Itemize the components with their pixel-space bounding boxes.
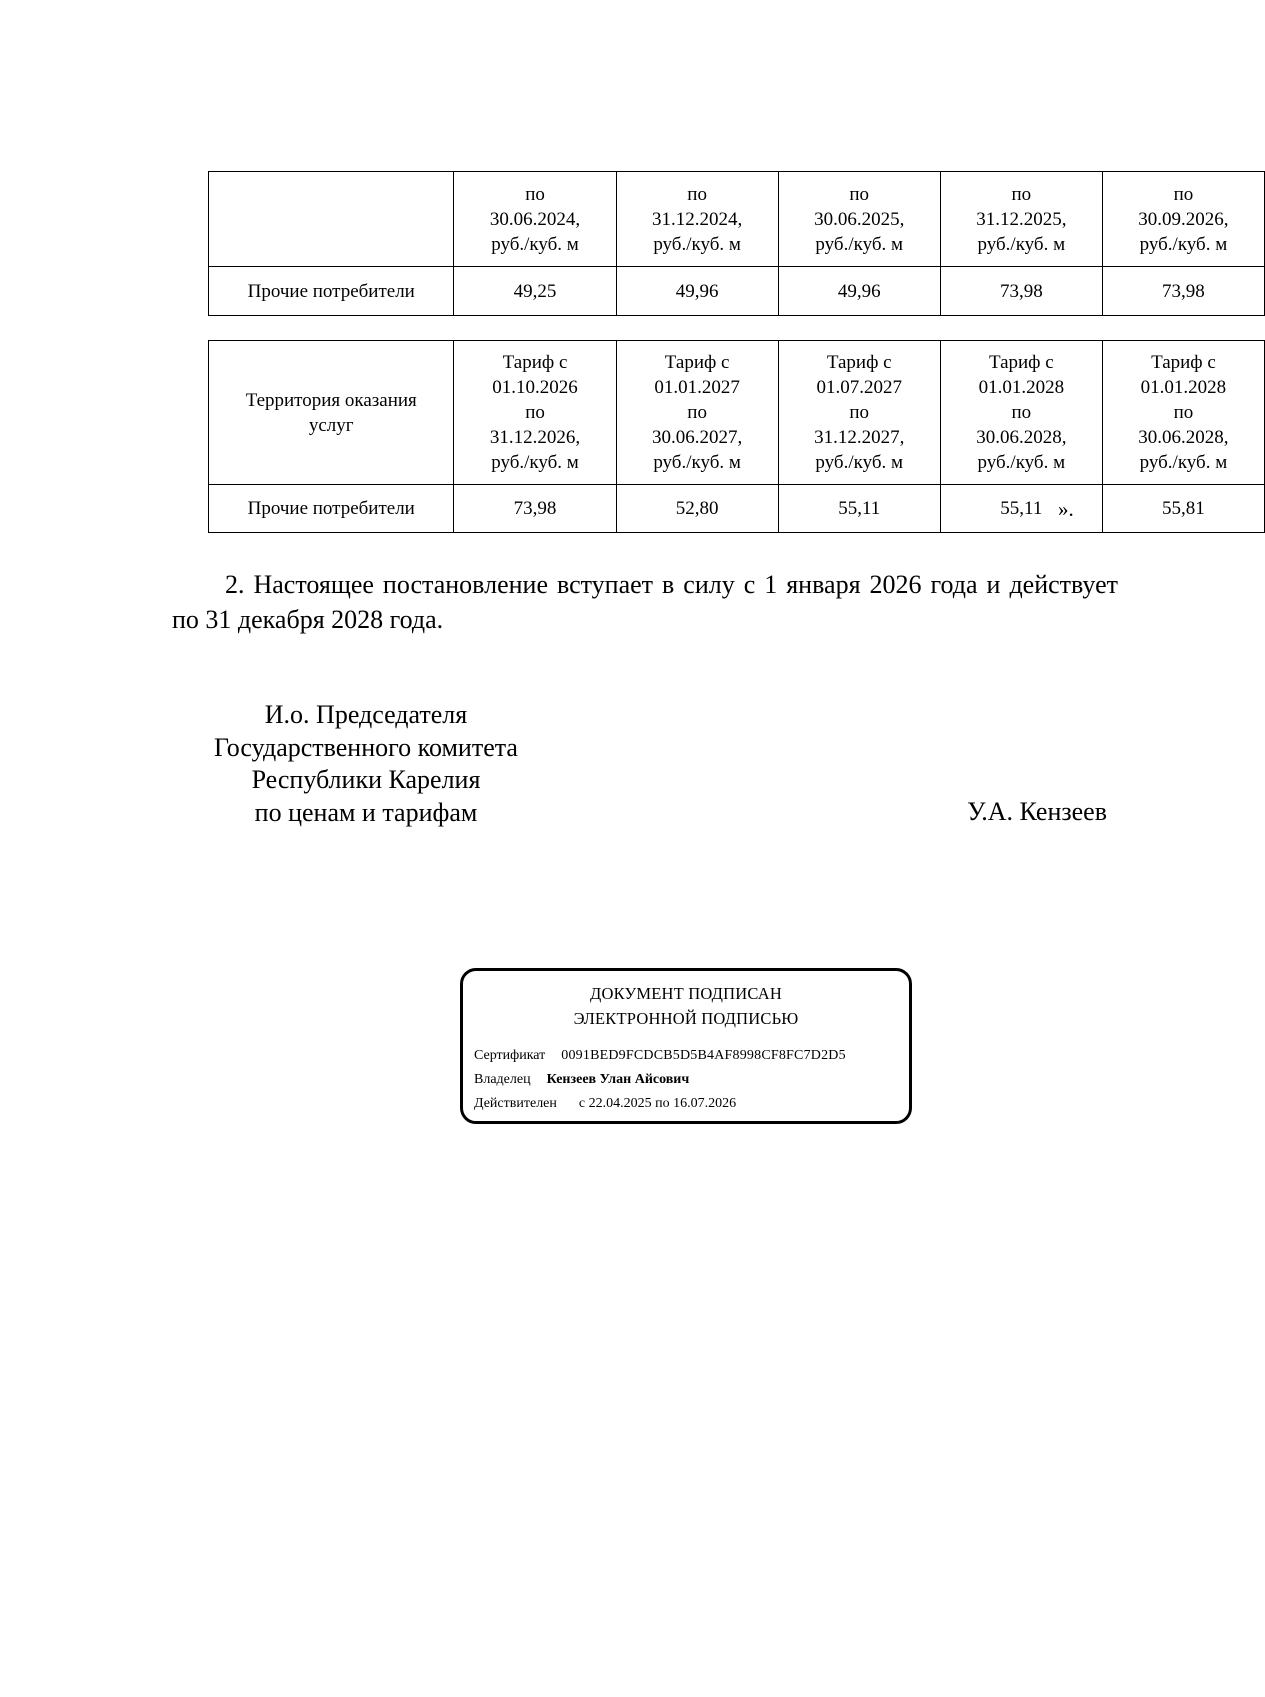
owner-label: Владелец <box>474 1072 531 1087</box>
header-line: по <box>849 402 870 423</box>
signatory-title-line: Государственного комитета <box>214 732 518 762</box>
header-line: по <box>525 402 545 423</box>
header-line: 01.01.2028 <box>1140 377 1227 398</box>
header-line: по <box>525 183 545 205</box>
certificate-label: Сертификат <box>474 1048 546 1063</box>
header-line: Тариф с <box>1151 352 1216 373</box>
stamp-heading-line: ДОКУМЕНТ ПОДПИСАН <box>590 984 782 1003</box>
header-line: 31.12.2024, <box>652 208 743 230</box>
header-line: 30.09.2026, <box>1138 208 1229 230</box>
header-cell <box>454 341 616 485</box>
header-cell <box>454 172 616 267</box>
table-header-row <box>209 341 1265 485</box>
tariff-value-cell: 49,96 <box>778 267 940 316</box>
header-line: 31.12.2027, <box>814 427 905 448</box>
header-line: 30.06.2025, <box>814 208 905 230</box>
tariff-value-cell: 55,81 <box>1102 485 1264 533</box>
header-line: 01.01.2028 <box>978 377 1065 398</box>
table-row <box>209 485 1265 533</box>
header-line: 30.06.2024, <box>489 208 581 230</box>
header-line: Территория оказания <box>245 389 417 411</box>
header-line: по <box>1173 183 1194 205</box>
header-line: 01.01.2027 <box>654 377 740 398</box>
header-line: Тариф с <box>502 352 568 373</box>
tariff-table-2 <box>208 340 1265 533</box>
validity-value: с 22.04.2025 по 16.07.2026 <box>578 1096 737 1111</box>
table-row <box>209 267 1265 316</box>
stamp-certificate-row <box>474 1047 846 1065</box>
header-cell <box>209 341 454 485</box>
header-line: по <box>1011 183 1032 205</box>
certificate-value: 0091BED9FCDCB5D5B4AF8998CF8FC7D2D5 <box>561 1048 846 1063</box>
header-line: по <box>687 402 707 423</box>
tariff-value-cell: 73,98 <box>454 485 616 533</box>
header-cell <box>616 172 778 267</box>
stamp-heading-line: ЭЛЕКТРОННОЙ ПОДПИСЬЮ <box>573 1009 799 1028</box>
table-header-row <box>209 172 1265 267</box>
tariff-value-cell: 55,11 <box>778 485 940 533</box>
header-cell <box>940 172 1102 267</box>
header-line: 30.06.2028, <box>976 427 1067 448</box>
signatory-title-line: Республики Карелия <box>251 765 481 794</box>
header-cell <box>1102 341 1264 485</box>
stamp-heading <box>463 981 909 1031</box>
header-line: руб./куб. м <box>1139 452 1228 473</box>
header-line: руб./куб. м <box>653 233 741 255</box>
closing-quote: ». <box>1058 497 1074 521</box>
consumer-cell: Прочие потребители <box>209 267 454 316</box>
header-line: руб./куб. м <box>977 233 1066 255</box>
tariff-value-cell: 73,98 <box>1102 267 1264 316</box>
stamp-validity-row <box>474 1095 736 1113</box>
signatory-title-line: И.о. Председателя <box>264 700 468 729</box>
validity-label: Действителен <box>474 1096 557 1111</box>
header-line: 30.06.2027, <box>652 427 743 448</box>
header-line: руб./куб. м <box>815 452 904 473</box>
paragraph-2: 2. Настоящее постановление вступает в силу с 1 января 2026 года и действует по 31 декабря 2028 года. <box>172 570 1118 634</box>
header-cell <box>209 172 454 267</box>
tariff-value-cell: 55,11 <box>940 485 1102 533</box>
header-line: по <box>1173 402 1194 423</box>
header-line: 01.07.2027 <box>816 377 902 398</box>
signatory-name: У.А. Кензеев <box>967 797 1107 826</box>
header-line: Тариф с <box>988 352 1054 373</box>
header-cell <box>616 341 778 485</box>
header-line: руб./куб. м <box>977 452 1066 473</box>
header-line: руб./куб. м <box>491 452 579 473</box>
tariff-value-cell: 49,96 <box>616 267 778 316</box>
tariff-value-cell: 52,80 <box>616 485 778 533</box>
header-line: по <box>1011 402 1032 423</box>
tariff-value-cell: 73,98 <box>940 267 1102 316</box>
stamp-owner-row <box>474 1071 689 1089</box>
header-line: Тариф с <box>826 352 892 373</box>
header-line: руб./куб. м <box>653 452 741 473</box>
header-cell <box>778 172 940 267</box>
tariff-table-1 <box>208 171 1265 316</box>
consumer-cell: Прочие потребители <box>209 485 454 533</box>
header-line: 31.12.2025, <box>976 208 1067 230</box>
header-line: руб./куб. м <box>1139 233 1228 255</box>
header-cell <box>778 341 940 485</box>
header-line: услуг <box>308 414 354 436</box>
header-line: 30.06.2028, <box>1138 427 1229 448</box>
signatory-title-line: по ценам и тарифам <box>254 797 478 827</box>
signatory-title <box>170 699 562 829</box>
tariff-value-cell: 49,25 <box>454 267 616 316</box>
header-cell <box>940 341 1102 485</box>
header-line: Тариф с <box>664 352 730 373</box>
header-cell <box>1102 172 1264 267</box>
e-signature-stamp <box>460 968 912 1124</box>
owner-value: Кензеев Улан Айсович <box>546 1072 690 1087</box>
header-line: по <box>849 183 870 205</box>
header-line: руб./куб. м <box>491 233 579 255</box>
header-line: руб./куб. м <box>815 233 904 255</box>
header-line: 31.12.2026, <box>489 427 581 448</box>
header-line: 01.10.2026 <box>492 377 578 398</box>
header-line: по <box>687 183 707 205</box>
